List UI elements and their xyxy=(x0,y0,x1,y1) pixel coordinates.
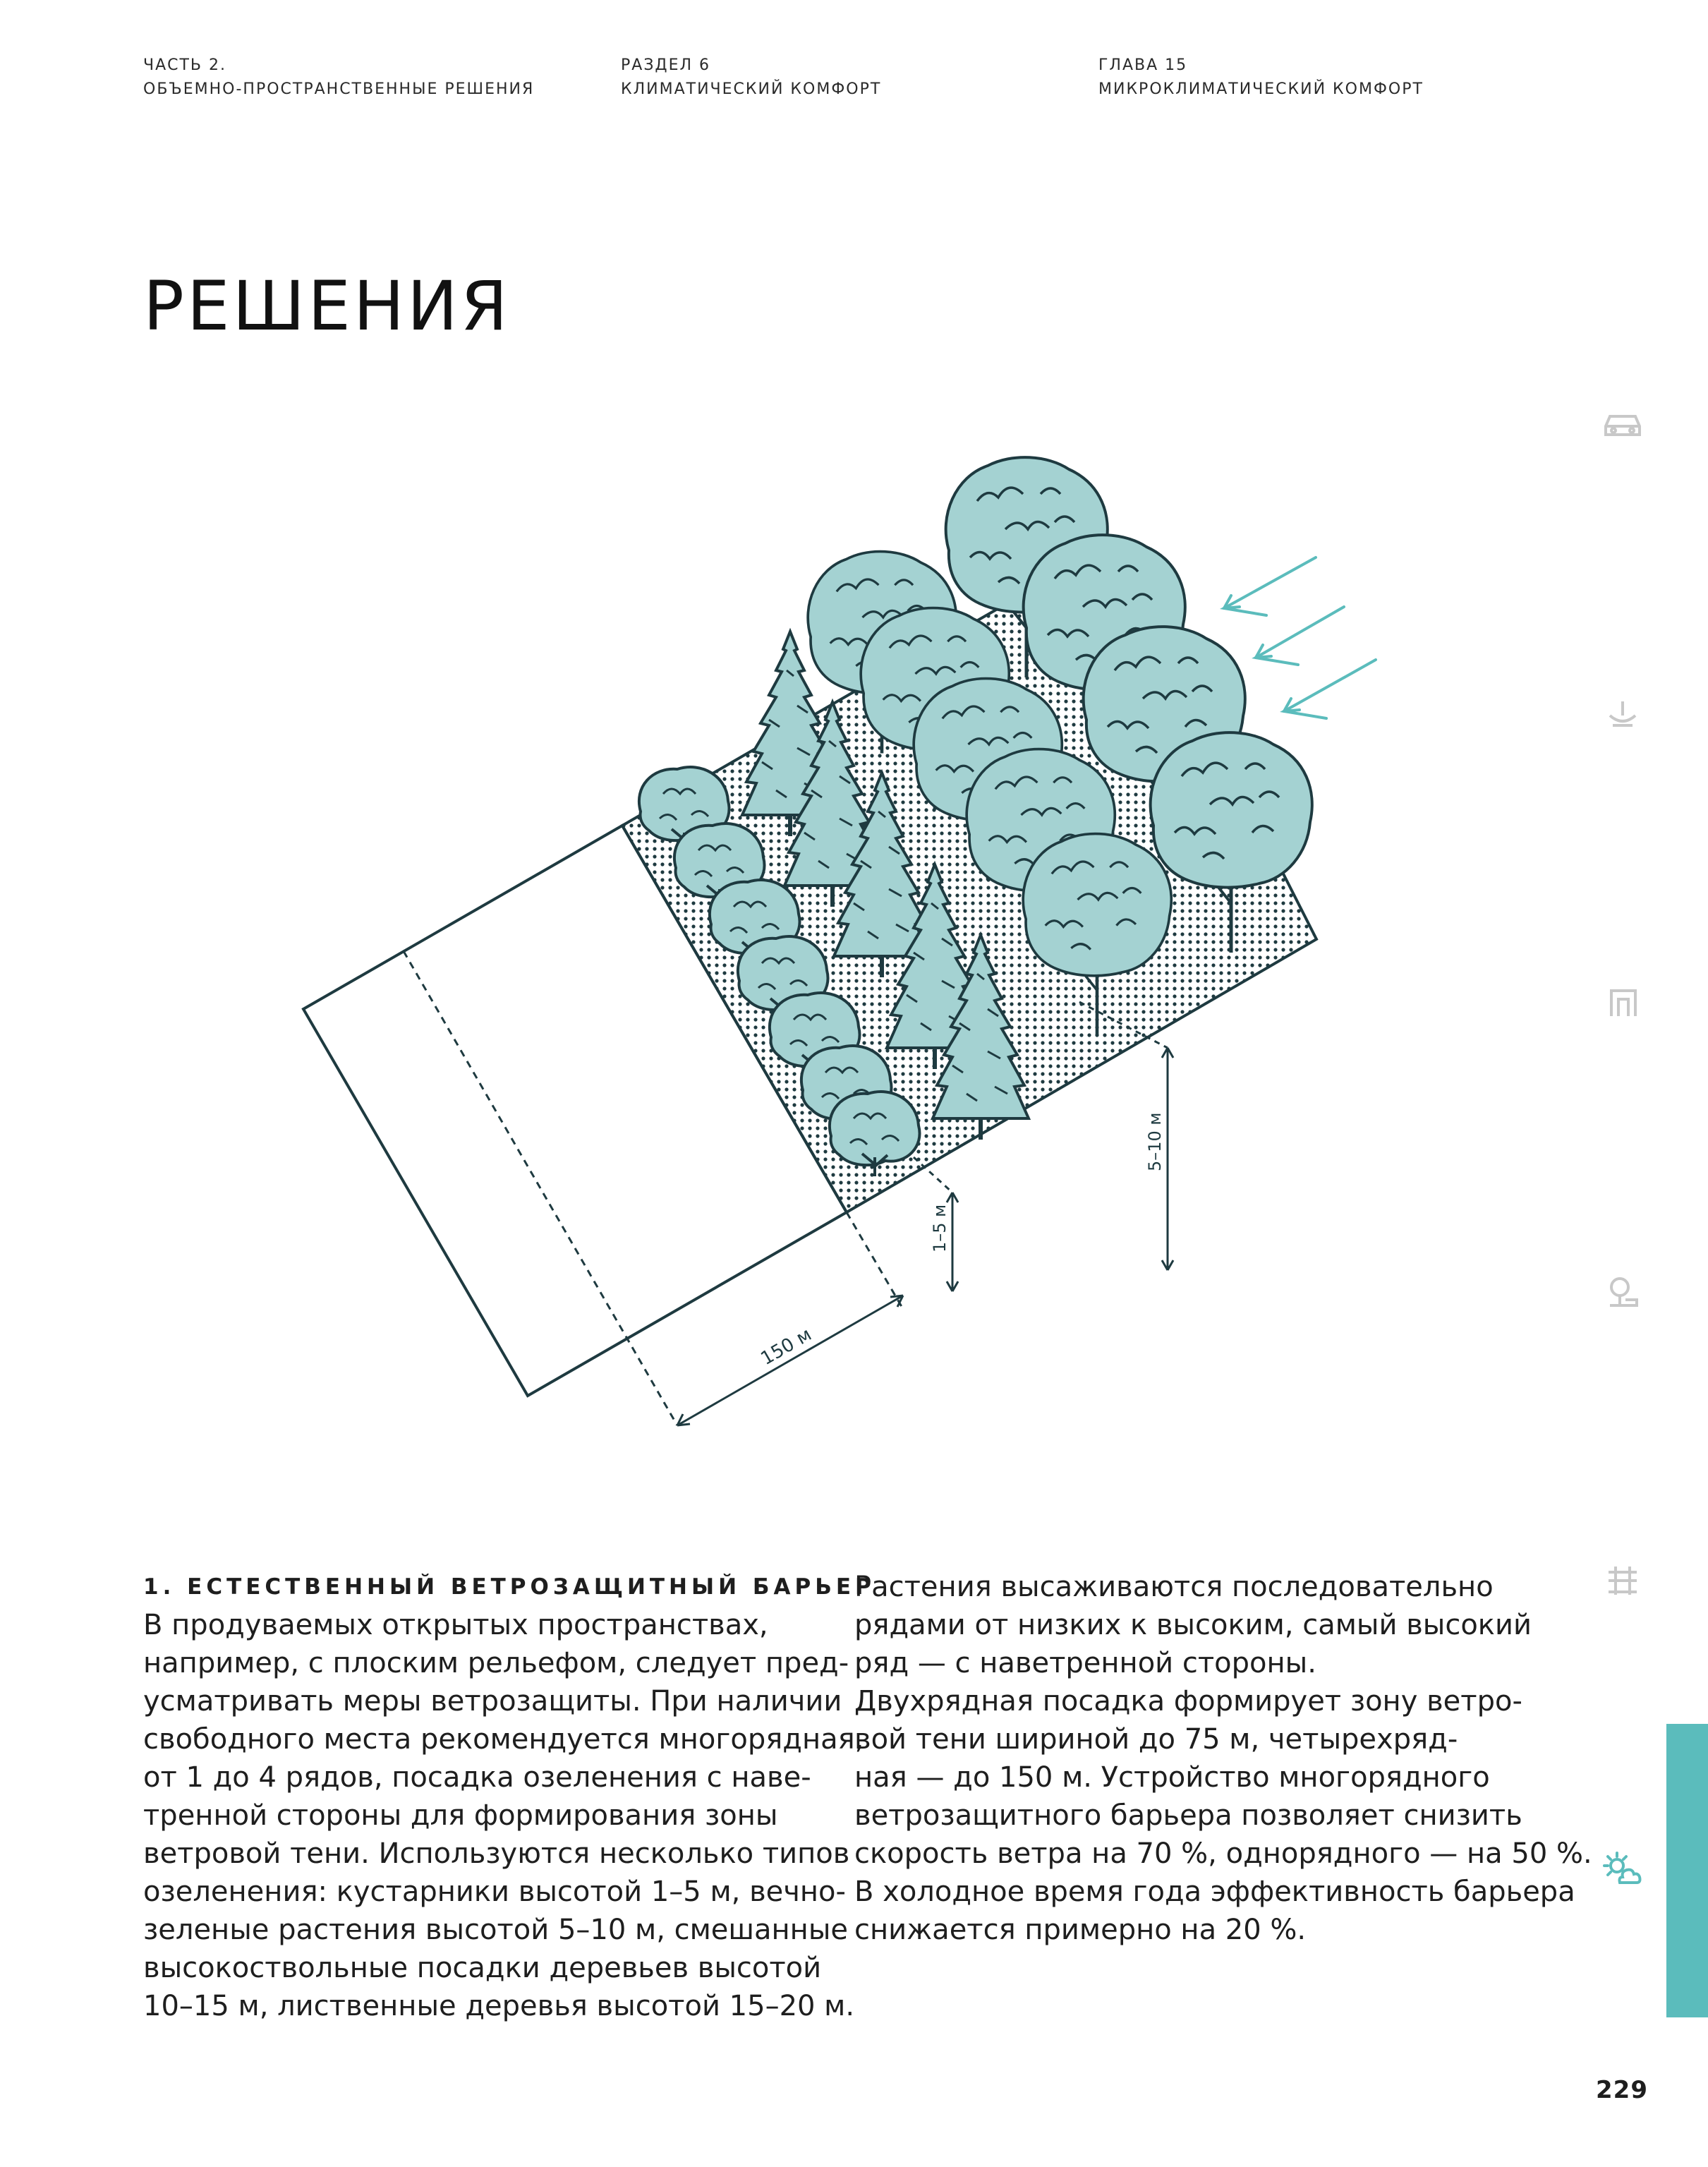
sun-fence-icon[interactable] xyxy=(1594,1552,1651,1609)
body-line: ряд — с наветренной стороны. xyxy=(854,1647,1316,1679)
body-line: снижается примерно на 20 %. xyxy=(854,1914,1307,1946)
header-section xyxy=(621,54,881,102)
body-line: тренной стороны для формирования зоны xyxy=(143,1799,778,1832)
body-line: ветрозащитного барьера позволяет снизить xyxy=(854,1799,1522,1832)
header-section-title: КЛИМАТИЧЕСКИЙ КОМФОРТ xyxy=(621,80,882,98)
body-line: высокоствольные посадки деревьев высотой xyxy=(143,1952,822,1984)
header-chapter xyxy=(1098,54,1424,102)
wind-arrows xyxy=(1224,557,1376,718)
tree-bench-icon[interactable] xyxy=(1594,1263,1651,1320)
body-line: ветровой тени. Используются несколько типов xyxy=(143,1837,850,1870)
body-line: В продуваемых открытых пространствах, xyxy=(143,1609,768,1641)
body-line: Двухрядная посадка формирует зону ветро- xyxy=(854,1685,1522,1718)
body-line: зеленые растения высотой 5–10 м, смешанные xyxy=(143,1914,849,1946)
section-heading: 1. ЕСТЕСТВЕННЫЙ ВЕТРОЗАЩИТНЫЙ БАРЬЕР xyxy=(143,1574,876,1600)
body-line: вой тени шириной до 75 м, четырехряд- xyxy=(854,1723,1458,1756)
body-line: скорость ветра на 70 %, однорядного — на 50 %. xyxy=(854,1837,1592,1870)
header-part-label: ЧАСТЬ 2. xyxy=(143,56,227,74)
page-number: 229 xyxy=(1596,2076,1648,2104)
body-line: например, с плоским рельефом, следует пред- xyxy=(143,1647,849,1679)
header-chapter-title: МИКРОКЛИМАТИЧЕСКИЙ КОМФОРТ xyxy=(1098,80,1424,98)
body-line: озеленения: кустарники высотой 1–5 м, вечно- xyxy=(143,1876,846,1908)
body-line: рядами от низких к высоким, самый высокий xyxy=(854,1609,1532,1641)
header-part-title: ОБЪЕМНО-ПРОСТРАНСТВЕННЫЕ РЕШЕНИЯ xyxy=(143,80,535,98)
text-column-right xyxy=(854,1568,1592,1949)
body-line: ная — до 150 м. Устройство многорядного xyxy=(854,1761,1490,1794)
dimension-label-150m: 150 м xyxy=(757,1324,816,1370)
body-line: 10–15 м, лиственные деревья высотой 15–20 м. xyxy=(143,1990,855,2022)
car-icon[interactable] xyxy=(1594,395,1651,452)
building-icon[interactable] xyxy=(1594,974,1651,1030)
header-part xyxy=(143,54,534,102)
body-line: В холодное время года эффективность барьера xyxy=(854,1876,1575,1908)
person-wave-icon[interactable] xyxy=(1594,684,1651,741)
sun-cloud-icon[interactable] xyxy=(1594,1842,1651,1898)
windbreak-illustration xyxy=(282,445,1411,1461)
dimension-label-5-10m: 5–10 м xyxy=(1145,1112,1165,1171)
text-column-left xyxy=(143,1568,876,2025)
dimension-label-1-5m: 1–5 м xyxy=(930,1204,950,1252)
body-line: свободного места рекомендуется многорядная, xyxy=(143,1723,864,1756)
body-line: Растения высаживаются последовательно xyxy=(854,1571,1494,1603)
body-line: от 1 до 4 рядов, посадка озеленения с наве- xyxy=(143,1761,811,1794)
header-chapter-label: ГЛАВА 15 xyxy=(1098,56,1188,74)
header-section-label: РАЗДЕЛ 6 xyxy=(621,56,711,74)
active-chapter-bar xyxy=(1666,1724,1708,2017)
body-line: усматривать меры ветрозащиты. При наличии xyxy=(143,1685,842,1718)
page-title: РЕШЕНИЯ xyxy=(143,267,511,346)
